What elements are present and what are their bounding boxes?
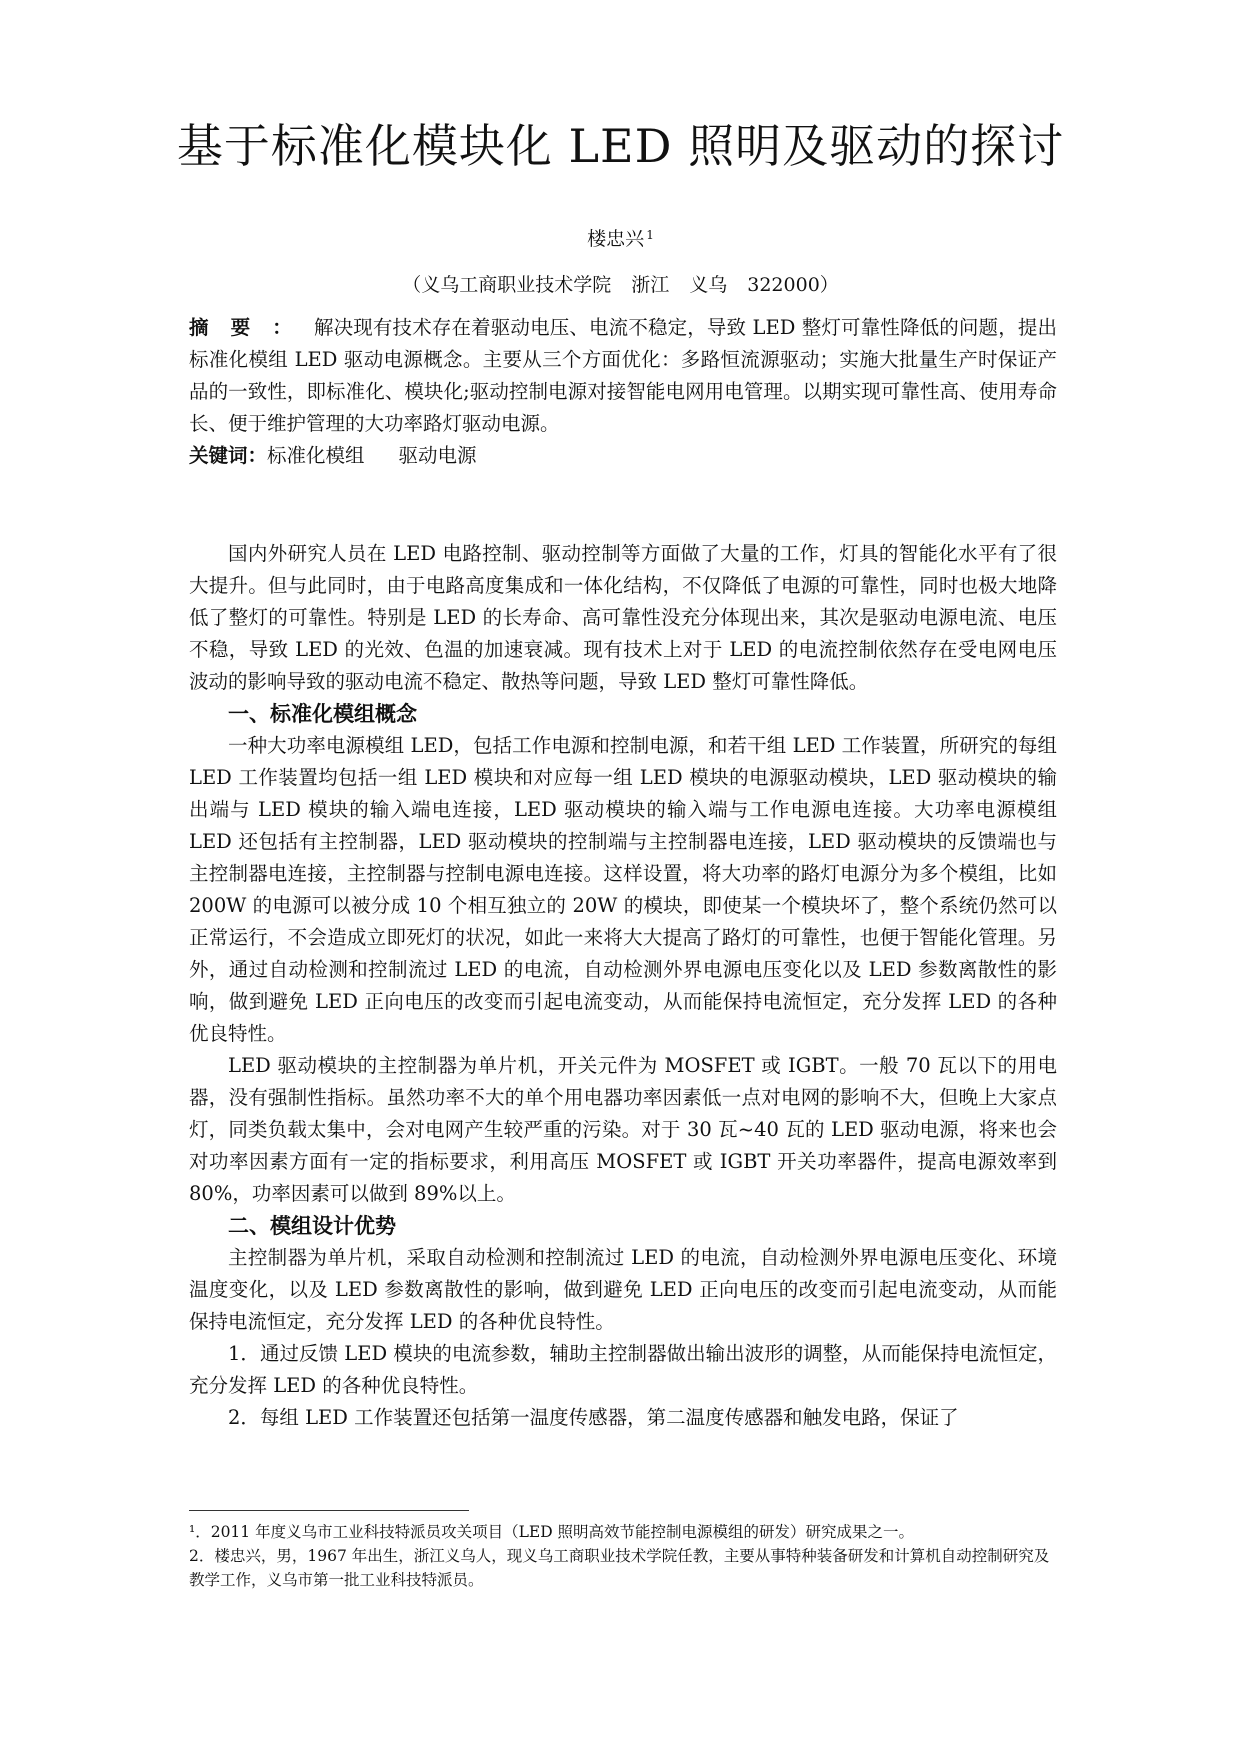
section-1-heading: 一、标准化模组概念 [228,702,417,726]
footnote-2: 2．楼忠兴，男，1967 年出生，浙江义乌人，现义乌工商职业技术学院任教，主要从事特种装备研发和计算机自动控制研究及教学工作，义乌市第一批工业科技特派员。 [189,1547,1050,1589]
affiliation-school: （义乌工商职业技术学院 [402,274,612,296]
footnote-divider [189,1510,469,1511]
footnotes [189,1520,1057,1592]
affiliation-line [0,272,1241,298]
footnote-1: ¹．2011 年度义乌市工业科技特派员攻关项目（LED 照明高效节能控制电源模组的研发）研究成果之一。 [189,1523,915,1541]
section-1-paragraph-1: 一种大功率电源模组 LED，包括工作电源和控制电源，和若干组 LED 工作装置，所研究的每组 LED 工作装置均包括一组 LED 模块和对应每一组 LED 模块的电源驱动模块，LED 驱动模块的输出端与 LED 模块的输入端电连接，LED 驱动模块的输入端与工作电源电连接。大功率电源模组 LED 还包括有主控制器，LED 驱动模块的控制端与主控制器电连接，LED 驱动模块的反馈端也与主控制器电连接，主控制器与控制电源电连接。这样设置，将大功率的路灯电源分为多个模组，比如 200W 的电源可以被分成 10 个相互独立的 20W 的模块，即使某一个模块坏了，整个系统仍然可以正常运行，不会造成立即死灯的状况，如此一来将大大提高了路灯的可靠性，也便于智能化管理。另外，通过自动检测和控制流过 LED 的电流，自动检测外界电源电压变化以及 LED 参数离散性的影响，做到避免 LED 正向电压的改变而引起电流变动，从而能保持电流恒定，充分发挥 LED 的各种优良特性。 [189,734,1057,1045]
author-name: 楼忠兴 [587,228,645,250]
affiliation-city: 义乌 [689,274,728,296]
author-footnote-marker: 1 [646,228,654,242]
author-line [0,226,1241,252]
keywords [189,440,1057,472]
paper-title: 基于标准化模块化 LED 照明及驱动的探讨 [176,119,1065,173]
affiliation-province: 浙江 [631,274,670,296]
section-2-item-1: 1．通过反馈 LED 模块的电流参数，辅助主控制器做出输出波形的调整，从而能保持电流恒定，充分发挥 LED 的各种优良特性。 [189,1342,1057,1397]
keyword-1: 标准化模组 [267,444,365,467]
affiliation-postcode: 322000） [747,274,839,296]
abstract-text: 解决现有技术存在着驱动电压、电流不稳定，导致 LED 整灯可靠性降低的问题，提出标准化模组 LED 驱动电源概念。主要从三个方面优化：多路恒流源驱动；实施大批量生产时保证产品的一致性，即标准化、模块化;驱动控制电源对接智能电网用电管理。以期实现可靠性高、使用寿命长、便于维护管理的大功率路灯驱动电源。 [189,316,1057,435]
abstract-label: 摘要： [189,316,314,339]
section-2-paragraph-1: 主控制器为单片机，采取自动检测和控制流过 LED 的电流，自动检测外界电源电压变化、环境温度变化，以及 LED 参数离散性的影响，做到避免 LED 正向电压的改变而引起电流变动，从而能保持电流恒定，充分发挥 LED 的各种优良特性。 [189,1246,1057,1333]
keyword-2: 驱动电源 [398,444,477,467]
section-2-heading: 二、模组设计优势 [228,1214,396,1238]
body-text [189,538,1057,1434]
intro-paragraph: 国内外研究人员在 LED 电路控制、驱动控制等方面做了大量的工作，灯具的智能化水平有了很大提升。但与此同时，由于电路高度集成和一体化结构，不仅降低了电源的可靠性，同时也极大地降低了整灯的可靠性。特别是 LED 的长寿命、高可靠性没充分体现出来，其次是驱动电源电流、电压不稳，导致 LED 的光效、色温的加速衰减。现有技术上对于 LED 的电流控制依然存在受电网电压波动的影响导致的驱动电流不稳定、散热等问题，导致 LED 整灯可靠性降低。 [189,542,1057,693]
section-1-paragraph-2: LED 驱动模块的主控制器为单片机，开关元件为 MOSFET 或 IGBT。一般 70 瓦以下的用电器，没有强制性指标。虽然功率不大的单个用电器功率因素低一点对电网的影响不大，但晚上大家点灯，同类负载太集中，会对电网产生较严重的污染。对于 30 瓦~40 瓦的 LED 驱动电源，将来也会对功率因素方面有一定的指标要求，利用高压 MOSFET 或 IGBT 开关功率器件，提高电源效率到 80%，功率因素可以做到 89%以上。 [189,1054,1057,1205]
abstract [189,312,1057,440]
keywords-label: 关键词： [189,444,268,467]
section-2-item-2: 2．每组 LED 工作装置还包括第一温度传感器，第二温度传感器和触发电路，保证了 [228,1406,959,1429]
